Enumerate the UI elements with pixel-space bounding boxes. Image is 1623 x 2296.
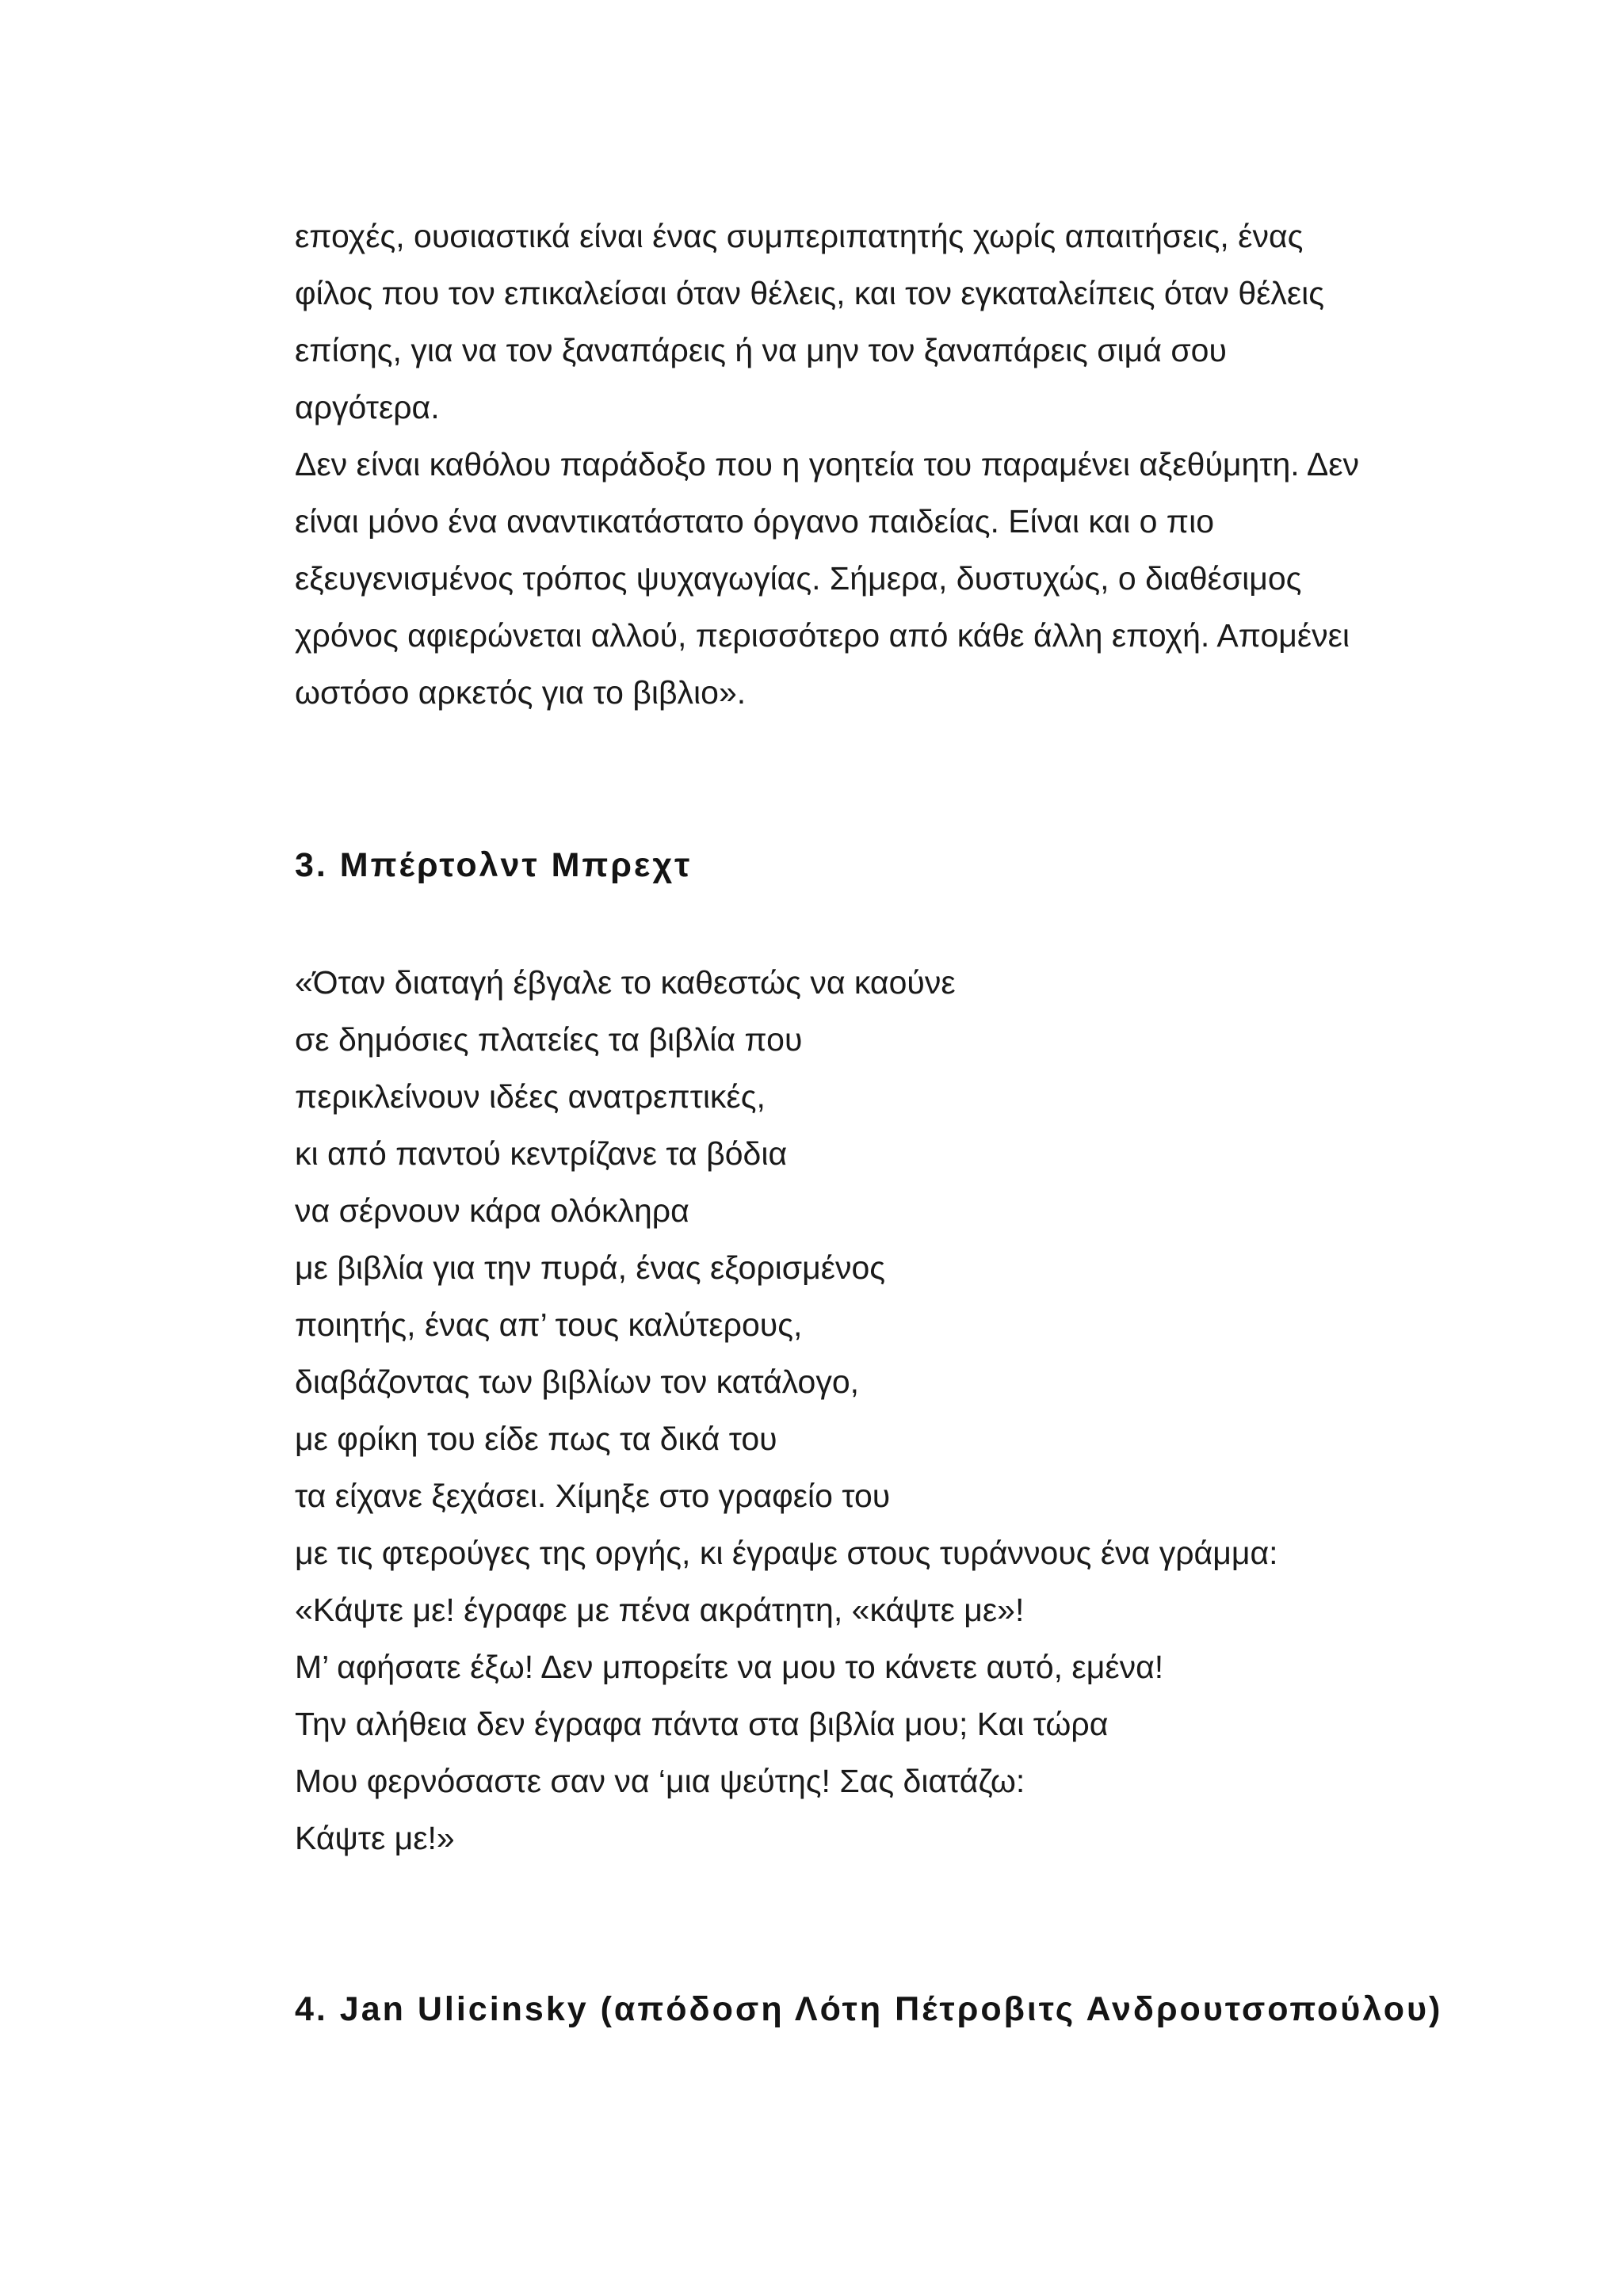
paragraph-line: αργότερα. [295, 389, 440, 425]
brecht-poem [295, 954, 1388, 1867]
paragraph-line: Δεν είναι καθόλου παράδοξο που η γοητεία του παραμένει αξεθύμητη. Δεν [295, 446, 1359, 482]
poem-line: Μ’ αφήσατε έξω! Δεν μπορείτε να μου το κάνετε αυτό, εμένα! [295, 1649, 1164, 1685]
poem-line: διαβάζοντας των βιβλίων τον κατάλογο, [295, 1363, 860, 1400]
spacer [295, 1867, 1388, 1985]
spacer [295, 889, 1388, 954]
paragraph-line: φίλος που τον επικαλείσαι όταν θέλεις, και τον εγκαταλείπεις όταν θέλεις [295, 275, 1325, 311]
poem-line: «Κάψτε με! έγραφε με πένα ακράτητη, «κάψτε με»! [295, 1592, 1025, 1628]
poem-line: σε δημόσιες πλατείες τα βιβλία που [295, 1021, 803, 1058]
poem-line: με φρίκη του είδε πως τα δικά του [295, 1421, 777, 1457]
paragraph-line: εξευγενισμένος τρόπος ψυχαγωγίας. Σήμερα, δυστυχώς, ο διαθέσιμος [295, 560, 1302, 597]
spacer [295, 721, 1388, 841]
poem-line: περικλείνουν ιδέες ανατρεπτικές, [295, 1078, 766, 1115]
poem-line: να σέρνουν κάρα ολόκληρα [295, 1192, 689, 1229]
paragraph-line: χρόνος αφιερώνεται αλλού, περισσότερο από κάθε άλλη εποχή. Απομένει [295, 617, 1350, 654]
poem-line: κι από παντού κεντρίζανε τα βόδια [295, 1135, 788, 1172]
page-content [295, 208, 1443, 2033]
section-3-heading: 3. Μπέρτολντ Μπρεχτ [295, 846, 693, 884]
poem-line: τα είχανε ξεχάσει. Χίμηξε στο γραφείο του [295, 1478, 891, 1514]
paragraph-line: επίσης, για να τον ξαναπάρεις ή να μην τον ξαναπάρεις σιμά σου [295, 332, 1227, 368]
paragraph-line: είναι μόνο ένα αναντικατάστατο όργανο παιδείας. Είναι και ο πιο [295, 503, 1214, 540]
section-4-heading: 4. Jan Ulicinsky (απόδοση Λότη Πέτροβιτς Ανδρουτσοπούλου) [295, 1990, 1443, 2028]
poem-line: με τις φτερούγες της οργής, κι έγραψε στους τυράννους ένα γράμμα: [295, 1535, 1278, 1571]
poem-line: «Όταν διαταγή έβγαλε το καθεστώς να καούνε [295, 964, 956, 1001]
paragraph-line: ωστόσο αρκετός για το βιβλιο». [295, 674, 747, 711]
poem-line: Κάψτε με!» [295, 1820, 455, 1856]
poem-line: Την αλήθεια δεν έγραφα πάντα στα βιβλία μου; Και τώρα [295, 1706, 1109, 1742]
poem-line: ποιητής, ένας απ’ τους καλύτερους, [295, 1306, 803, 1343]
intro-paragraph [295, 208, 1388, 721]
poem-line: με βιβλία για την πυρά, ένας εξορισμένος [295, 1249, 886, 1286]
paragraph-line: εποχές, ουσιαστικά είναι ένας συμπεριπατητής χωρίς απαιτήσεις, ένας [295, 218, 1304, 254]
poem-line: Μου φερνόσαστε σαν να ‘μια ψεύτης! Σας διατάζω: [295, 1763, 1025, 1799]
